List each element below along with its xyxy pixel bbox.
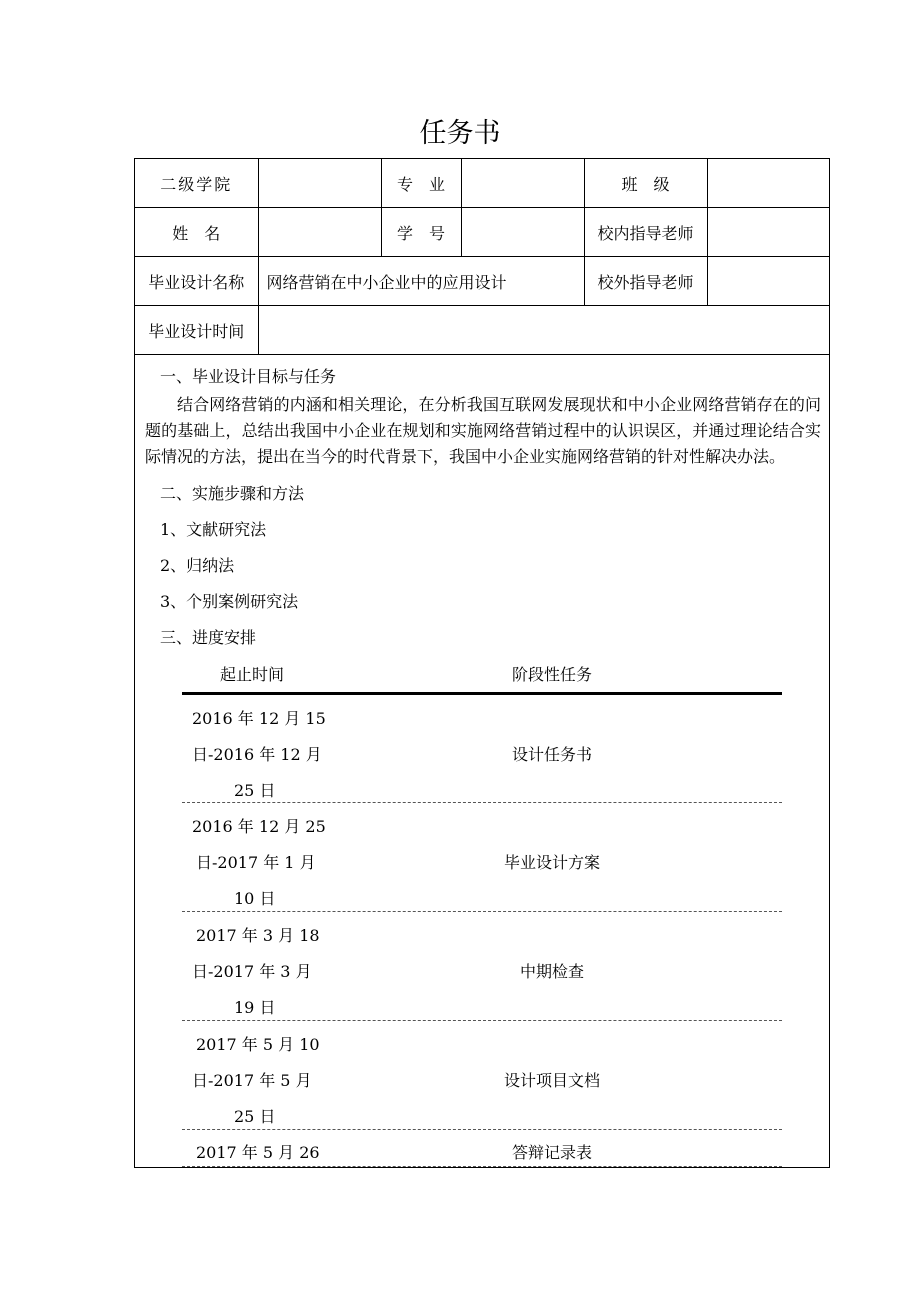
- section-1-text: 结合网络营销的内涵和相关理论，在分析我国互联网发展现状和中小企业网络营销存在的问题的基础上，总结出我国中小企业在规划和实施网络营销过程中的认识误区，并通过理论结合实际情况的方法，提出在当今的时代背景下，我国中小企业实施网络营销的针对性解决办法。: [145, 395, 821, 466]
- col-task-header: 阶段性任务: [512, 665, 593, 684]
- outer-advisor-label: 校外指导老师: [584, 257, 707, 306]
- student-id-label: 学 号: [381, 208, 461, 257]
- major-field[interactable]: [461, 159, 584, 208]
- design-name-field[interactable]: 网络营销在中小企业中的应用设计: [258, 257, 584, 306]
- schedule-row: 2016 年 12 月 25 日-2017 年 1 月 10 日 毕业设计方案: [182, 803, 782, 912]
- section-2-heading: 二、实施步骤和方法: [160, 484, 305, 503]
- design-name-label: 毕业设计名称: [135, 257, 258, 306]
- college-field[interactable]: [258, 159, 381, 208]
- class-label: 班 级: [584, 159, 707, 208]
- method-item: 3、个别案例研究法: [160, 592, 299, 611]
- method-item: 1、文献研究法: [160, 520, 267, 539]
- col-time-header: 起止时间: [220, 665, 285, 684]
- schedule-row: 2017 年 5 月 10 日-2017 年 5 月 25 日 设计项目文档: [182, 1021, 782, 1130]
- schedule-row: 2016 年 12 月 15 日-2016 年 12 月 25 日 设计任务书: [182, 695, 782, 803]
- major-label: 专 业: [381, 159, 461, 208]
- document-title: 任务书: [419, 118, 501, 149]
- design-time-field[interactable]: [258, 306, 829, 355]
- section-1-heading: 一、毕业设计目标与任务: [160, 367, 337, 386]
- student-id-field[interactable]: [461, 208, 584, 257]
- info-table: [135, 159, 829, 355]
- schedule-row: 2017 年 5 月 26 答辩记录表: [182, 1130, 782, 1167]
- name-label: 姓 名: [135, 208, 258, 257]
- schedule-row: 2017 年 3 月 18 日-2017 年 3 月 19 日 中期检查: [182, 912, 782, 1021]
- task-form: [134, 158, 830, 1168]
- class-field[interactable]: [707, 159, 829, 208]
- inner-advisor-field[interactable]: [707, 208, 829, 257]
- schedule-header: [182, 656, 782, 695]
- method-item: 2、归纳法: [160, 556, 235, 575]
- outer-advisor-field[interactable]: [707, 257, 829, 306]
- section-3-heading: 三、进度安排: [160, 628, 257, 647]
- design-time-label: 毕业设计时间: [135, 306, 258, 355]
- college-label: 二级学院: [135, 159, 258, 208]
- name-field[interactable]: [258, 208, 381, 257]
- inner-advisor-label: 校内指导老师: [584, 208, 707, 257]
